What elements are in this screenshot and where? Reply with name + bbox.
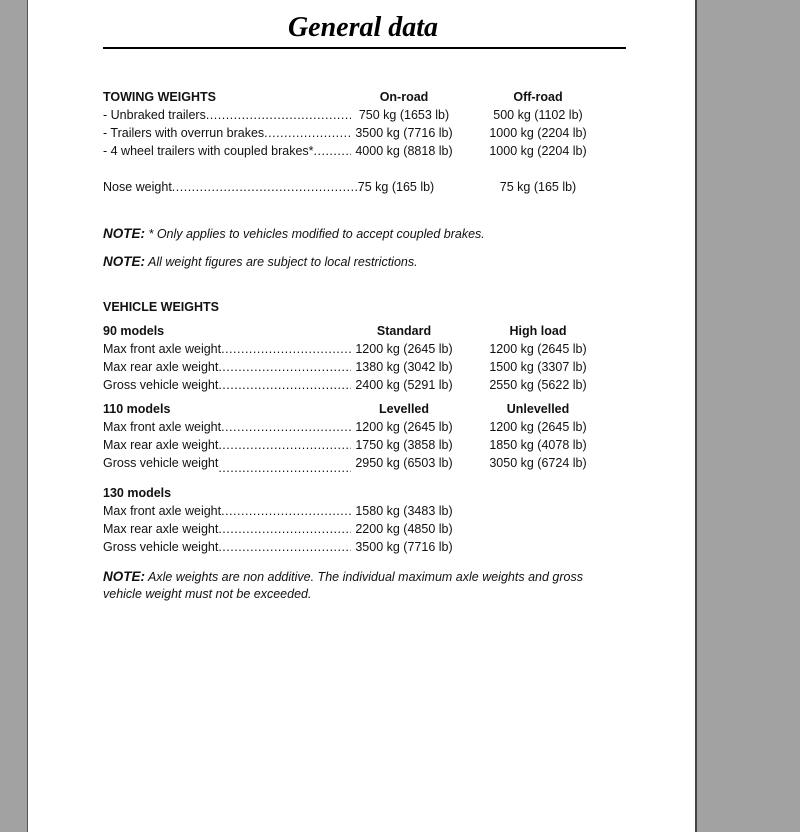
- vehicle-heading: VEHICLE WEIGHTS: [103, 300, 219, 314]
- m130-row-v1: 2200 kg (4850 lb): [355, 522, 453, 536]
- m130-row-v1: 1580 kg (3483 lb): [355, 504, 453, 518]
- m90-row-label: Max front axle weight .....: [103, 342, 351, 357]
- m90-row-v2: 2550 kg (5622 lb): [489, 378, 587, 392]
- towing-row-offroad: 1000 kg (2204 lb): [489, 126, 587, 140]
- nose-weight-offroad: 75 kg (165 lb): [499, 180, 577, 194]
- m110-row-v2: 3050 kg (6724 lb): [489, 456, 587, 470]
- m110-col-unlevelled: Unlevelled: [506, 402, 570, 416]
- towing-row-onroad: 750 kg (1653 lb): [358, 108, 450, 122]
- page-title: General data: [287, 12, 439, 43]
- towing-heading: TOWING WEIGHTS: [103, 90, 216, 104]
- towing-row-offroad: 1000 kg (2204 lb): [489, 144, 587, 158]
- nose-weight-label: Nose weight .....: [103, 180, 361, 195]
- m90-row-label: Max rear axle weight .....: [103, 360, 351, 375]
- m90-row-v2: 1500 kg (3307 lb): [489, 360, 587, 374]
- m90-heading: 90 models: [103, 324, 165, 338]
- title-rule: [103, 47, 626, 49]
- towing-row-label: - 4 wheel trailers with coupled brakes* .....: [103, 144, 351, 159]
- m90-row-v1: 1380 kg (3042 lb): [355, 360, 453, 374]
- m110-row-v2: 1200 kg (2645 lb): [489, 420, 587, 434]
- note-local-restrictions: NOTE: All weight figures are subject to local restrictions.: [103, 254, 418, 269]
- m130-row-v1: 3500 kg (7716 lb): [355, 540, 453, 554]
- m130-row-label: Gross vehicle weight .....: [103, 540, 351, 555]
- m110-col-levelled: Levelled: [378, 402, 430, 416]
- m110-row-v1: 2950 kg (6503 lb): [355, 456, 453, 470]
- m130-row-label: Max rear axle weight .....: [103, 522, 351, 537]
- m110-heading: 110 models: [103, 402, 171, 416]
- m110-row-v2: 1850 kg (4078 lb): [489, 438, 587, 452]
- towing-row-onroad: 3500 kg (7716 lb): [355, 126, 453, 140]
- m90-row-v2: 1200 kg (2645 lb): [489, 342, 587, 356]
- m130-row-label: Max front axle weight .....: [103, 504, 351, 519]
- m90-col-highload: High load: [509, 324, 567, 338]
- towing-row-label: - Trailers with overrun brakes .....: [103, 126, 351, 141]
- m90-row-label: Gross vehicle weight .....: [103, 378, 351, 393]
- nose-weight-onroad: 75 kg (165 lb): [357, 180, 435, 194]
- m90-col-standard: Standard: [376, 324, 432, 338]
- m110-row-label: Max front axle weight .....: [103, 420, 351, 435]
- m110-row-label: Gross vehicle weight .....: [103, 456, 351, 476]
- note-axle-weights: NOTE: Axle weights are non additive. The individual maximum axle weights and gross vehicle weight must not be exceeded.: [103, 569, 583, 601]
- towing-col-offroad: Off-road: [513, 90, 563, 104]
- m90-row-v1: 2400 kg (5291 lb): [355, 378, 453, 392]
- towing-row-label: - Unbraked trailers .....: [103, 108, 351, 123]
- towing-row-onroad: 4000 kg (8818 lb): [355, 144, 453, 158]
- m110-row-v1: 1200 kg (2645 lb): [355, 420, 453, 434]
- m110-row-label: Max rear axle weight .....: [103, 438, 351, 453]
- m130-heading: 130 models: [103, 486, 172, 500]
- m110-row-v1: 1750 kg (3858 lb): [355, 438, 453, 452]
- document-page: [27, 0, 697, 832]
- m90-row-v1: 1200 kg (2645 lb): [355, 342, 453, 356]
- towing-row-offroad: 500 kg (1102 lb): [493, 108, 583, 122]
- note-coupled-brakes: NOTE: * Only applies to vehicles modified to accept coupled brakes.: [103, 226, 485, 241]
- towing-col-onroad: On-road: [379, 90, 429, 104]
